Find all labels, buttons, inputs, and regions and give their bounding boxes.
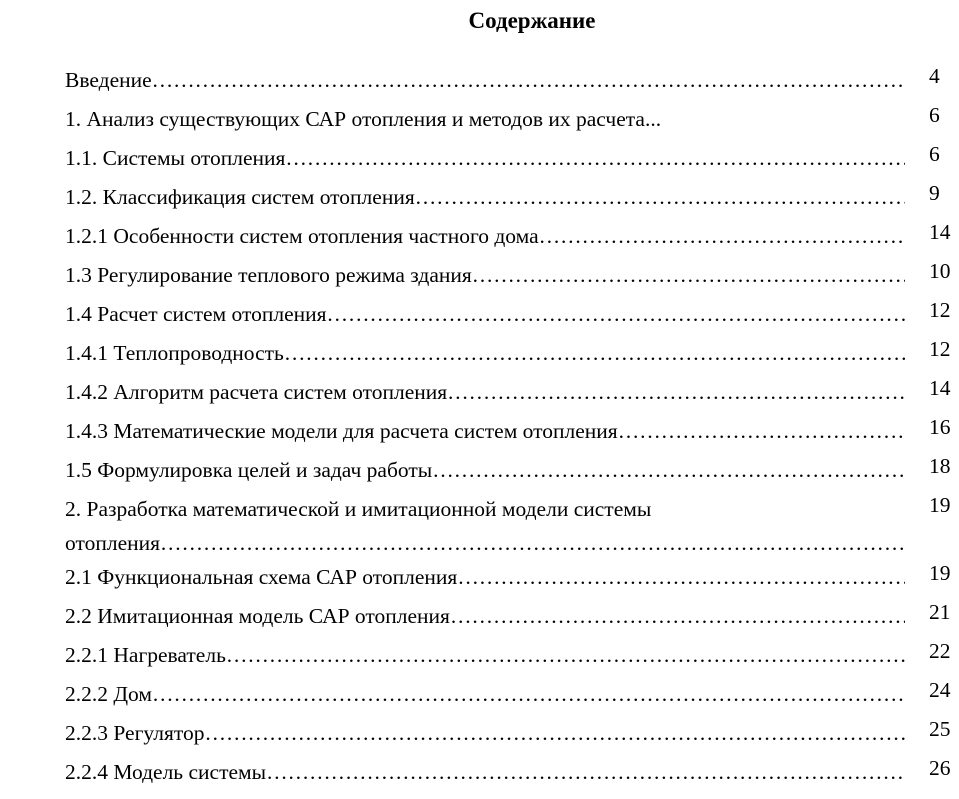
toc-page-number: 12 — [929, 298, 951, 322]
toc-entry[interactable] — [65, 141, 955, 180]
toc-entry-title: 1.2.1 Особенности систем отопления частного дома …………………………………………………………………………………………………………………………… — [65, 219, 905, 253]
toc-entry-title: 1.4.2 Алгоритм расчета систем отопления …………………………………………………………………………………………………………………………… — [65, 375, 905, 409]
toc-page-number: 14 — [929, 376, 951, 400]
toc-entry-title: Введение …………………………………………………………………………………………………………………………… — [65, 63, 905, 97]
toc-entry[interactable] — [65, 677, 955, 716]
toc-entry-title — [65, 492, 905, 560]
toc-entry-title: 1.3 Регулирование теплового режима здания …………………………………………………………………………………………………………………………… — [65, 258, 905, 292]
toc-entry[interactable] — [65, 560, 955, 599]
toc-page-number: 14 — [929, 220, 951, 244]
toc-entry-title: 1.4.1 Теплопроводность …………………………………………………………………………………………………………………………… — [65, 336, 905, 370]
page-title: Содержание — [468, 8, 596, 33]
toc-page-number: 4 — [929, 64, 940, 88]
toc-entry[interactable] — [65, 102, 955, 141]
toc-page-number: 21 — [929, 600, 951, 624]
toc-entry[interactable] — [65, 63, 955, 102]
toc-entry-title-line2: отопления …………………………………………………………………………………………………………… — [65, 526, 905, 560]
toc-page-number: 18 — [929, 454, 951, 478]
toc-entry[interactable] — [65, 180, 955, 219]
toc-entry-title: 2.2.3 Регулятор …………………………………………………………………………………………………………………………… — [65, 716, 905, 750]
toc-entry[interactable] — [65, 453, 955, 492]
toc-page-number: 24 — [929, 678, 951, 702]
toc-entry[interactable] — [65, 492, 955, 560]
toc-page-number: 26 — [929, 756, 951, 780]
toc-entry-title: 1.5 Формулировка целей и задач работы …………………………………………………………………………………………………………………………… — [65, 453, 905, 487]
toc-page-number: 25 — [929, 717, 951, 741]
toc-entry[interactable] — [65, 375, 955, 414]
toc-entry[interactable] — [65, 258, 955, 297]
toc-page-number: 6 — [929, 142, 940, 166]
toc-page-number: 10 — [929, 259, 951, 283]
toc-entry[interactable] — [65, 336, 955, 375]
toc-entry-title: 1.1. Системы отопления …………………………………………………………………………………………………………………………… — [65, 141, 905, 175]
toc-page-number: 16 — [929, 415, 951, 439]
toc-entry-title: 2.2.1 Нагреватель …………………………………………………………………………………………………………………………… — [65, 638, 905, 672]
toc-entry[interactable] — [65, 638, 955, 677]
toc-entry-title-line1: 2. Разработка математической и имитационной модели системы — [65, 497, 652, 521]
toc-page-number: 19 — [929, 561, 951, 585]
toc-page-number: 22 — [929, 639, 951, 663]
toc-page-number: 6 — [929, 103, 940, 127]
toc-entry-title: 1.4 Расчет систем отопления …………………………………………………………………………………………………………………………… — [65, 297, 905, 331]
toc-entry[interactable] — [65, 414, 955, 453]
toc-entry-title: 2.2.4 Модель системы …………………………………………………………………………………………………………………………… — [65, 755, 905, 789]
toc-entry-title: 1.2. Классификация систем отопления …………………………………………………………………………………………………………………………… — [65, 180, 905, 214]
toc-entry-title: 1.4.3 Математические модели для расчета систем отопления …………………………………………………………………………………………………………………………… — [65, 414, 905, 448]
toc-page-number: 19 — [929, 493, 951, 517]
toc-entry[interactable] — [65, 599, 955, 638]
toc-page-number: 9 — [929, 181, 940, 205]
toc-entry[interactable] — [65, 297, 955, 336]
toc-page-number: 12 — [929, 337, 951, 361]
toc-entry-title: 2.1 Функциональная схема САР отопления …………………………………………………………………………………………………………………………… — [65, 560, 905, 594]
table-of-contents — [65, 63, 955, 794]
toc-entry-title: 2.2.2 Дом …………………………………………………………………………………………………………………………… — [65, 677, 905, 711]
toc-entry[interactable] — [65, 716, 955, 755]
toc-entry-title: 2.2 Имитационная модель САР отопления …………………………………………………………………………………………………………………………… — [65, 599, 905, 633]
toc-entry[interactable] — [65, 755, 955, 794]
toc-entry[interactable] — [65, 219, 955, 258]
toc-entry-title: 1. Анализ существующих САР отопления и методов их расчета... — [65, 107, 662, 131]
